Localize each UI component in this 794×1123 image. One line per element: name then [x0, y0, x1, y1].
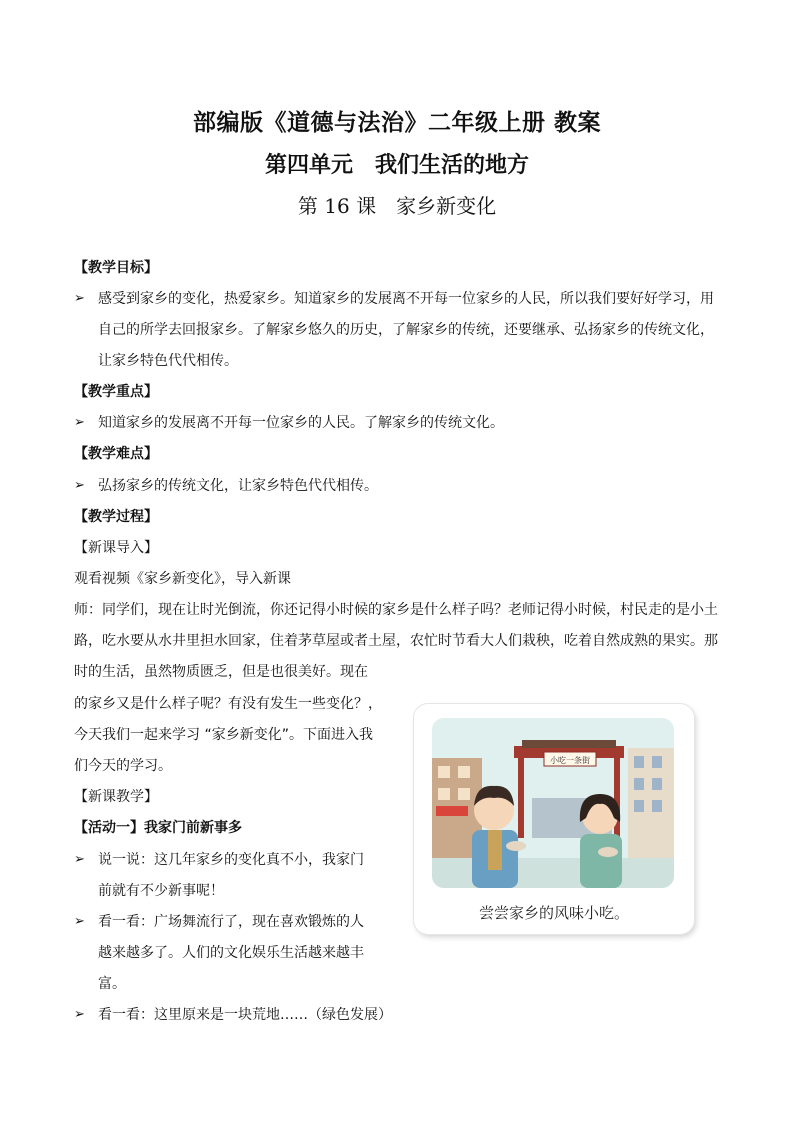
bullet-icon: ➢ — [74, 852, 85, 867]
intro-line: 观看视频《家乡新变化》，导入新课 — [74, 571, 291, 587]
new-lesson-heading: 【新课教学】 — [74, 789, 158, 805]
teacher-line-2: 路，吃水要从水井里担水回家，住着茅草屋或者土屋，农忙时节看大人们栽秧，吃着自然成熟的果实。那 — [74, 633, 718, 649]
activity1-item2-line1: 看一看：广场舞流行了，现在喜欢锻炼的人 — [98, 914, 364, 930]
activity1-item2-line2: 越来越多了。人们的文化娱乐生活越来越丰 — [98, 945, 364, 961]
unit-title: 第四单元 我们生活的地方 — [264, 153, 529, 178]
difficulty-heading: 【教学难点】 — [74, 446, 158, 462]
illustration-caption: 尝尝家乡的风味小吃。 — [478, 904, 629, 922]
illustration-image — [432, 718, 674, 888]
goal-line-1: 感受到家乡的变化，热爱家乡。知道家乡的发展离不开每一位家乡的人民，所以我们要好好学习，用 — [98, 291, 714, 307]
bullet-icon: ➢ — [74, 291, 85, 306]
bullet-icon: ➢ — [74, 914, 85, 929]
archway-sign: 小吃一条街 — [550, 756, 590, 765]
teacher-line-6: 们今天的学习。 — [74, 758, 172, 774]
goal-heading: 【教学目标】 — [74, 260, 158, 276]
goal-line-2: 自己的所学去回报家乡。了解家乡悠久的历史，了解家乡的传统，还要继承、弘扬家乡的传统文化， — [98, 322, 714, 338]
difficulty-line: 弘扬家乡的传统文化，让家乡特色代代相传。 — [98, 478, 378, 494]
bullet-icon: ➢ — [74, 415, 85, 430]
goal-line-3: 让家乡特色代代相传。 — [98, 353, 238, 369]
illustration-card — [414, 704, 694, 934]
bullet-icon: ➢ — [74, 478, 85, 493]
activity1-item3-line1: 看一看：这里原来是一块荒地……（绿色发展） — [98, 1007, 392, 1023]
teacher-line-1: 师：同学们，现在让时光倒流，你还记得小时候的家乡是什么样子吗？老师记得小时候，村民走的是小土 — [74, 602, 718, 618]
lesson-title: 第 16 课 家乡新变化 — [297, 194, 497, 218]
teacher-line-5: 今天我们一起来学习 “家乡新变化”。下面进入我 — [74, 727, 373, 743]
process-heading: 【教学过程】 — [74, 509, 158, 525]
activity1-item1-line1: 说一说：这几年家乡的变化真不小，我家门 — [98, 852, 364, 868]
document-title: 部编版《道德与法治》二年级上册 教案 — [192, 110, 601, 136]
key-line: 知道家乡的发展离不开每一位家乡的人民。了解家乡的传统文化。 — [98, 415, 504, 431]
bullet-icon: ➢ — [74, 1007, 85, 1022]
activity1-item1-line2: 前就有不少新事呢！ — [98, 883, 224, 899]
activity1-heading: 【活动一】我家门前新事多 — [74, 820, 242, 836]
teacher-line-3: 时的生活，虽然物质匮乏，但是也很美好。现在 — [74, 664, 368, 680]
teacher-line-4: 的家乡又是什么样子呢？有没有发生一些变化？， — [74, 696, 382, 712]
snack-street-illustration — [432, 718, 674, 888]
key-heading: 【教学重点】 — [74, 384, 158, 400]
intro-heading: 【新课导入】 — [74, 540, 158, 556]
activity1-item2-line3: 富。 — [98, 976, 126, 992]
